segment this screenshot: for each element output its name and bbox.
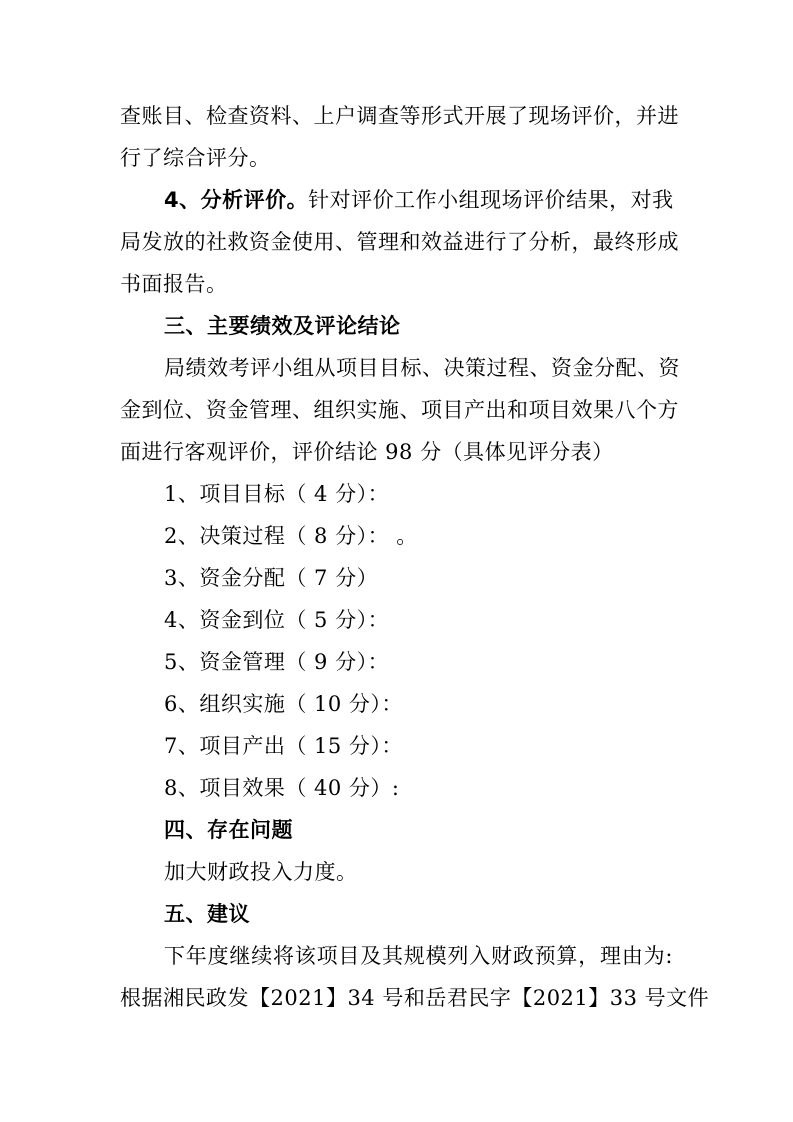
score-list-item: 6、组织实施（ 10 分）： — [164, 692, 403, 716]
paragraph-line: 书面报告。 — [120, 272, 228, 296]
score-list-item: 2、决策过程（ 8 分）： 。 — [164, 524, 418, 548]
section-heading: 三、主要绩效及评论结论 — [164, 314, 401, 338]
paragraph-line: 金到位、资金管理、组织实施、项目产出和项目效果八个方 — [120, 398, 679, 422]
paragraph-line: 局绩效考评小组从项目目标、决策过程、资金分配、资 — [164, 356, 680, 380]
score-list-item: 7、项目产出（ 15 分）： — [164, 734, 403, 758]
step-heading: 4、分析评价。 — [164, 188, 309, 212]
paragraph-line — [164, 185, 673, 215]
score-list-item: 1、项目目标（ 4 分）： — [164, 482, 390, 506]
score-list-item: 8、项目效果（ 40 分）: — [164, 776, 400, 800]
section-heading: 五、建议 — [164, 902, 250, 926]
section-heading: 四、存在问题 — [164, 818, 293, 842]
paragraph-line: 局发放的社救资金使用、管理和效益进行了分析，最终形成 — [120, 230, 679, 254]
paragraph-line: 下年度继续将该项目及其规模列入财政预算，理由为: — [164, 944, 673, 968]
paragraph-line: 行了综合评分。 — [120, 146, 271, 170]
paragraph-text: 针对评价工作小组现场评价结果，对我 — [308, 188, 674, 212]
paragraph-line: 加大财政投入力度。 — [164, 860, 358, 884]
score-list-item: 3、资金分配（ 7 分） — [164, 566, 379, 590]
paragraph-line: 查账目、检查资料、上户调查等形式开展了现场评价，并进 — [120, 104, 679, 128]
paragraph-line: 面进行客观评价，评价结论 98 分（具体见评分表） — [120, 440, 614, 464]
score-list-item: 5、资金管理（ 9 分）： — [164, 650, 390, 674]
paragraph-line: 根据湘民政发【2021】34 号和岳君民字【2021】33 号文件 — [120, 986, 710, 1010]
score-list-item: 4、资金到位（ 5 分）： — [164, 608, 390, 632]
